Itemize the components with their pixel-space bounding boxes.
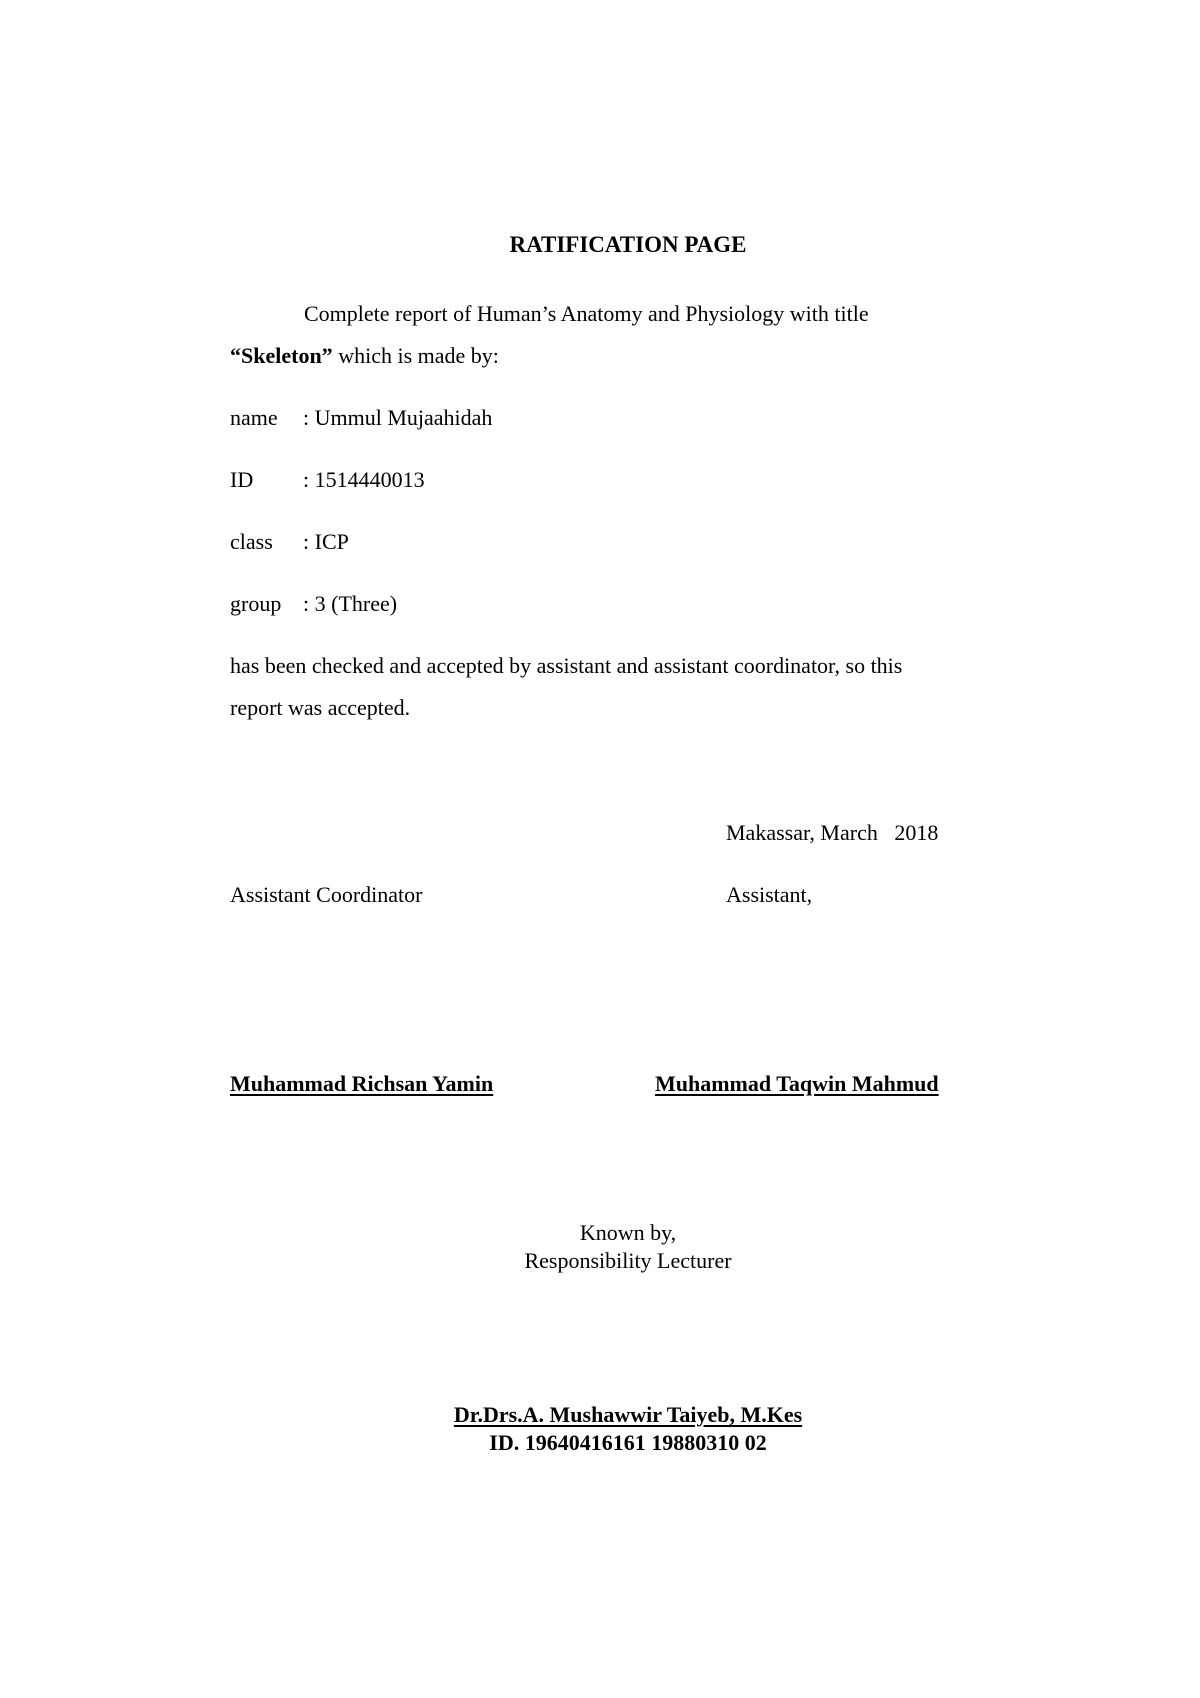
left-signatory-role: Assistant Coordinator [230,882,423,907]
right-signatory-role: Assistant, [726,882,813,907]
page-title: RATIFICATION PAGE [509,232,747,257]
field-name-label: name [230,405,278,430]
report-title: “Skeleton” [230,343,333,368]
field-id-value: : 1514440013 [303,467,425,492]
field-name-value: : Ummul Mujaahidah [303,405,493,430]
intro-line-2 [230,341,499,371]
intro-line-2-suffix: which is made by: [332,343,499,368]
lecturer-id: ID. 19640416161 19880310 02 [489,1430,767,1455]
field-class-value: : ICP [303,529,349,554]
left-signatory-name: Muhammad Richsan Yamin [230,1071,494,1096]
field-id-label: ID [230,467,254,492]
field-group-value: : 3 (Three) [303,591,398,616]
place-date: Makassar, March 2018 [726,820,939,845]
acceptance-line-1: has been checked and accepted by assistant and assistant coordinator, so this [230,653,903,678]
field-class-label: class [230,529,273,554]
acceptance-line-2: report was accepted. [230,695,411,720]
field-group-label: group [230,591,282,616]
lecturer-name-wrap [0,1401,1200,1429]
intro-line-1: Complete report of Human’s Anatomy and Physiology with title [304,301,869,326]
lecturer-role: Responsibility Lecturer [524,1248,732,1273]
lecturer-name: Dr.Drs.A. Mushawwir Taiyeb, M.Kes [453,1402,803,1427]
known-by-label: Known by, [579,1220,677,1245]
right-signatory-name: Muhammad Taqwin Mahmud [655,1071,939,1096]
